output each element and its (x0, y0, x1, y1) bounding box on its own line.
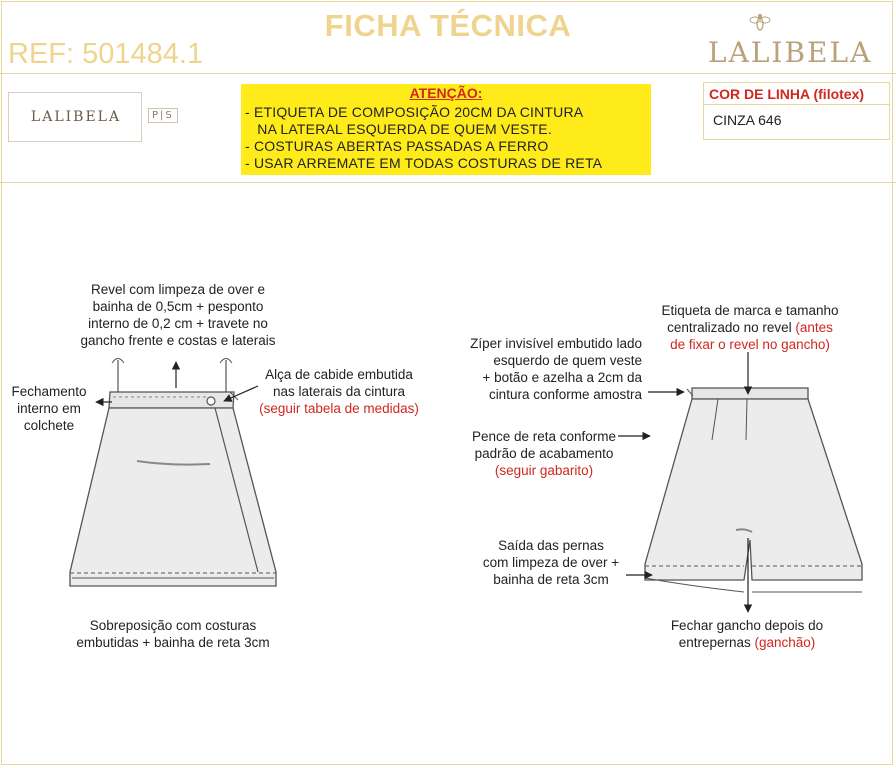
note-line: Fechar gancho depois do (670, 618, 824, 633)
note-line: padrão de acabamento (474, 446, 614, 461)
reference-code: REF: 501484.1 (8, 38, 204, 70)
attention-line: - ETIQUETA DE COMPOSIÇÃO 20CM DA CINTURA (245, 104, 584, 120)
note-line: cintura conforme amostra (488, 387, 642, 402)
note-pence (470, 428, 618, 479)
note-etiqueta (648, 302, 852, 353)
note-revel (58, 281, 298, 349)
brand-logo-text: LALIBELA (708, 36, 873, 69)
note-fechamento (6, 383, 92, 434)
note-line: colchete (23, 418, 75, 433)
attention-line: - COSTURAS ABERTAS PASSADAS A FERRO (245, 138, 549, 154)
note-line: Revel com limpeza de over e (90, 282, 266, 297)
brand-label-suffix: P|S (148, 108, 178, 123)
note-line: interno em (17, 401, 81, 416)
note-line: embutidas + bainha de reta 3cm (76, 635, 270, 650)
note-line: Fechamento (11, 384, 87, 399)
note-alca (246, 366, 432, 417)
note-line-red: (seguir tabela de medidas) (259, 401, 419, 416)
note-fechar-gancho (652, 617, 842, 651)
note-line: Etiqueta de marca e tamanho (661, 303, 839, 318)
note-line: Zíper invisível embutido lado (470, 336, 642, 351)
page-title: FICHA TÉCNICA (324, 8, 572, 43)
note-line: entrepernas (678, 635, 751, 650)
note-line: esquerdo de quem veste (493, 353, 642, 368)
note-line: nas laterais da cintura (272, 384, 406, 399)
note-line-red: de fixar o revel no gancho) (670, 337, 830, 352)
attention-line: - USAR ARREMATE EM TODAS COSTURAS DE RETA (245, 155, 603, 171)
note-line: Pence de reta conforme (471, 429, 617, 444)
note-line-red: (seguir gabarito) (494, 463, 594, 478)
note-line: Saída das pernas (498, 538, 604, 553)
note-sobreposicao (58, 617, 288, 651)
note-line: com limpeza de over + (482, 555, 620, 570)
attention-heading: ATENÇÃO: (409, 85, 483, 101)
thread-color-value: CINZA 646 (713, 112, 782, 128)
note-line: Sobreposição com costuras (89, 618, 257, 633)
note-ziper (440, 335, 642, 403)
attention-line: NA LATERAL ESQUERDA DE QUEM VESTE. (245, 121, 552, 137)
thread-color-heading: COR DE LINHA (filotex) (709, 86, 865, 102)
note-line-red: (antes (795, 320, 833, 335)
note-line: bainha de 0,5cm + pesponto (92, 299, 264, 314)
note-saida (476, 537, 626, 588)
note-line: centralizado no revel (667, 320, 792, 335)
note-line: bainha de reta 3cm (493, 572, 609, 587)
note-line: Alça de cabide embutida (265, 367, 413, 382)
brand-label-text: LALIBELA (30, 109, 122, 125)
note-line: gancho frente e costas e laterais (80, 333, 276, 348)
note-line: + botão e azelha a 2cm da (482, 370, 642, 385)
note-line-red: (ganchão) (754, 635, 816, 650)
note-line: interno de 0,2 cm + travete no (88, 316, 268, 331)
back-garment-drawing (645, 388, 862, 592)
